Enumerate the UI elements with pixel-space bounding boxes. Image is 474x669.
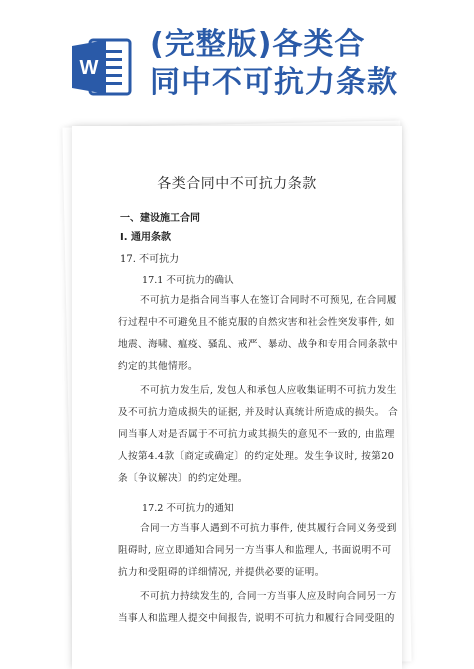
para3-line: 阻碍时, 应立即通知合同另一方当事人和监理人, 书面说明不可 bbox=[118, 545, 392, 556]
para2-line: 及不可抗力造成损失的证据, 并及时认真统计所造成的损失。 合 bbox=[118, 407, 399, 418]
header-banner bbox=[0, 0, 474, 120]
section-heading: 一、建设施工合同 bbox=[120, 213, 200, 224]
paragraph-4 bbox=[118, 586, 397, 630]
para2-line: 同当事人对是否属于不可抗力或其损失的意见不一致的, 由监理 bbox=[118, 429, 395, 440]
para1-line: 不可抗力是指合同当事人在签订合同时不可预见, 在合同履 bbox=[140, 295, 397, 306]
word-document-icon bbox=[70, 36, 132, 98]
para1-line: 约定的其他情形。 bbox=[118, 361, 198, 372]
para2-line: 不可抗力发生后, 发包人和承包人应收集证明不可抗力发生 bbox=[140, 385, 397, 396]
clause-17-1-heading: 17.1 不可抗力的确认 bbox=[142, 275, 234, 286]
clause-17-2-heading: 17.2 不可抗力的通知 bbox=[142, 503, 234, 514]
para2-line: 条〔争议解决〕的约定处理。 bbox=[118, 473, 248, 484]
subsection-heading: I. 通用条款 bbox=[120, 232, 172, 243]
banner-title bbox=[150, 26, 470, 102]
paragraph-3 bbox=[118, 518, 397, 584]
para2-line: 人按第4.4款〔商定或确定〕的约定处理。发生争议时, 按第20 bbox=[118, 451, 395, 462]
para3-line: 抗力和受阻碍的详细情况, 并提供必要的证明。 bbox=[118, 567, 325, 578]
para4-line: 当事人和监理人提交中间报告, 说明不可抗力和履行合同受阻的 bbox=[118, 613, 395, 624]
document-title: 各类合同中不可抗力条款 bbox=[157, 176, 317, 192]
banner-title-line2: 同中不可抗力条款 bbox=[150, 65, 398, 100]
paragraph-1 bbox=[118, 290, 398, 378]
clause-heading: 17. 不可抗力 bbox=[120, 254, 180, 265]
para1-line: 行过程中不可避免且不能克服的自然灾害和社会性突发事件, 如 bbox=[118, 317, 395, 328]
para1-line: 地震、海啸、瘟疫、骚乱、戒严、暴动、战争和专用合同条款中 bbox=[118, 339, 398, 350]
banner-title-line1: (完整版)各类合 bbox=[150, 27, 366, 62]
para3-line: 合同一方当事人遇到不可抗力事件, 使其履行合同义务受到 bbox=[140, 523, 397, 534]
document-page bbox=[72, 126, 402, 669]
para4-line: 不可抗力持续发生的, 合同一方当事人应及时向合同另一方 bbox=[140, 591, 397, 602]
paragraph-2 bbox=[118, 380, 399, 490]
svg-text:W: W bbox=[79, 57, 99, 79]
